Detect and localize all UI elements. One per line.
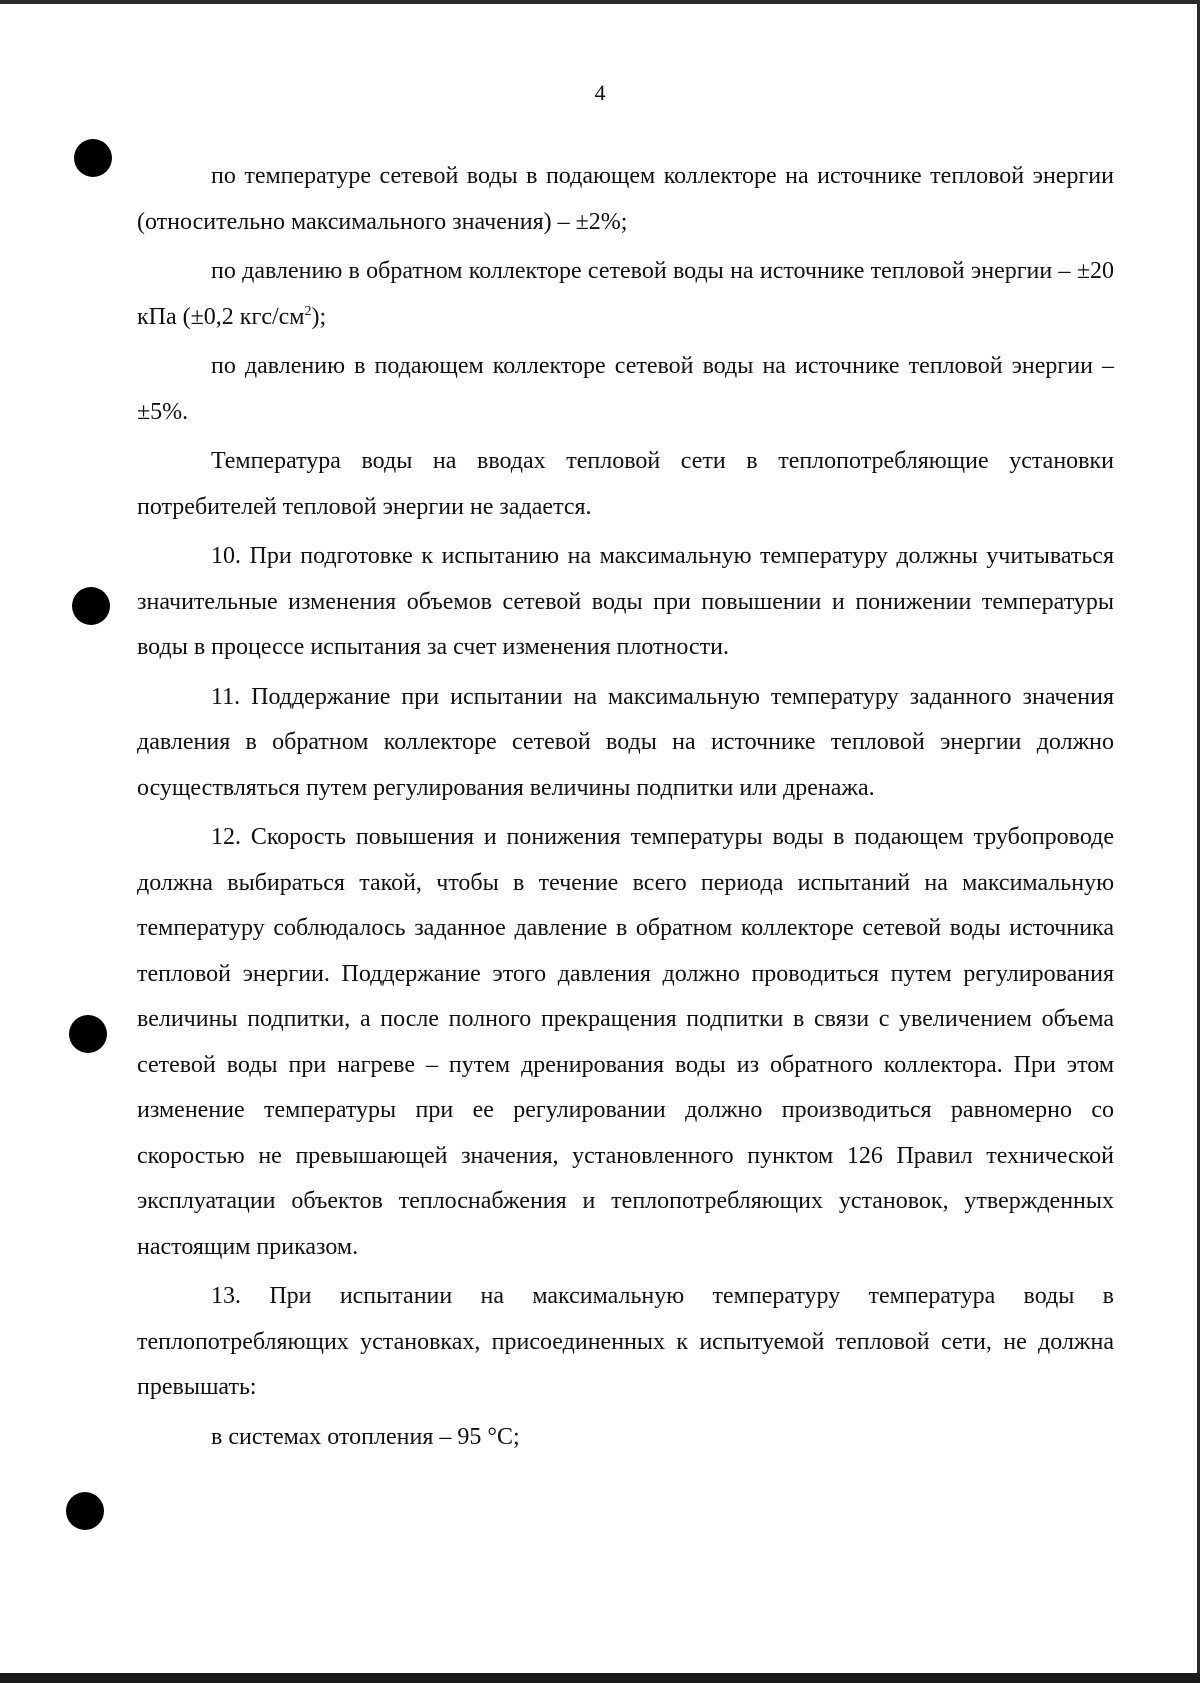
superscript-exponent: 2 (304, 303, 312, 319)
document-body (137, 154, 1114, 1464)
paragraph-item-13: 13. При испытании на максимальную температуру температура воды в теплопотребляющих установках, присоединенных к испытуемой тепловой сети, не должна превышать: (137, 1283, 1114, 1400)
paragraph-pressure-return-end: ); (311, 303, 327, 330)
scan-edge-top (0, 0, 1200, 4)
punch-hole (72, 587, 110, 625)
paragraph-temperature-supply: по температуре сетевой воды в подающем коллекторе на источнике тепловой энергии (относительно максимального значения) – ±2%; (137, 163, 1114, 235)
paragraph-item-11: 11. Поддержание при испытании на максимальную температуру заданного значения давления в обратном коллекторе сетевой воды на источнике тепловой энергии должно осуществляться путем регулирования величины подпитки или дренажа. (137, 683, 1114, 801)
punch-hole (74, 139, 112, 177)
scan-edge-bottom (0, 1673, 1200, 1683)
paragraph-heating-systems: в системах отопления – 95 °C; (211, 1423, 520, 1450)
paragraph-inlet-temperature: Температура воды на вводах тепловой сети в теплопотребляющие установки потребителей тепловой энергии не задается. (137, 448, 1114, 520)
paragraph-pressure-return (137, 249, 1114, 340)
paragraph-pressure-return-text: по давлению в обратном коллекторе сетевой воды на источнике тепловой энергии – ±20 кПа (±0,2 кгс/см (137, 258, 1114, 330)
page-number: 4 (594, 80, 606, 105)
punch-hole (66, 1492, 104, 1530)
paragraph-item-10: 10. При подготовке к испытанию на максимальную температуру должны учитываться значительные изменения объемов сетевой воды при повышении и понижении температуры воды в процессе испытания за счет изменения плотности. (137, 543, 1114, 660)
paragraph-item-12: 12. Скорость повышения и понижения температуры воды в подающем трубопроводе должна выбираться такой, чтобы в течение всего периода испытаний на максимальную температуру соблюдалось заданное давление в обратном коллекторе сетевой воды источника тепловой энергии. Поддержание этого давления должно проводиться путем регулирования величины подпитки, а после полного прекращения подпитки в связи с увеличением объема сетевой воды при нагреве – путем дренирования воды из обратного коллектора. При этом изменение температуры при ее регулировании должно производиться равномерно со скоростью не превышающей значения, установленного пунктом 126 Правил технической эксплуатации объектов теплоснабжения и теплопотребляющих установок, утвержденных настоящим приказом. (137, 824, 1114, 1260)
paragraph-pressure-supply: по давлению в подающем коллекторе сетевой воды на источнике тепловой энергии – ±5%. (137, 353, 1114, 425)
punch-hole (69, 1015, 107, 1053)
